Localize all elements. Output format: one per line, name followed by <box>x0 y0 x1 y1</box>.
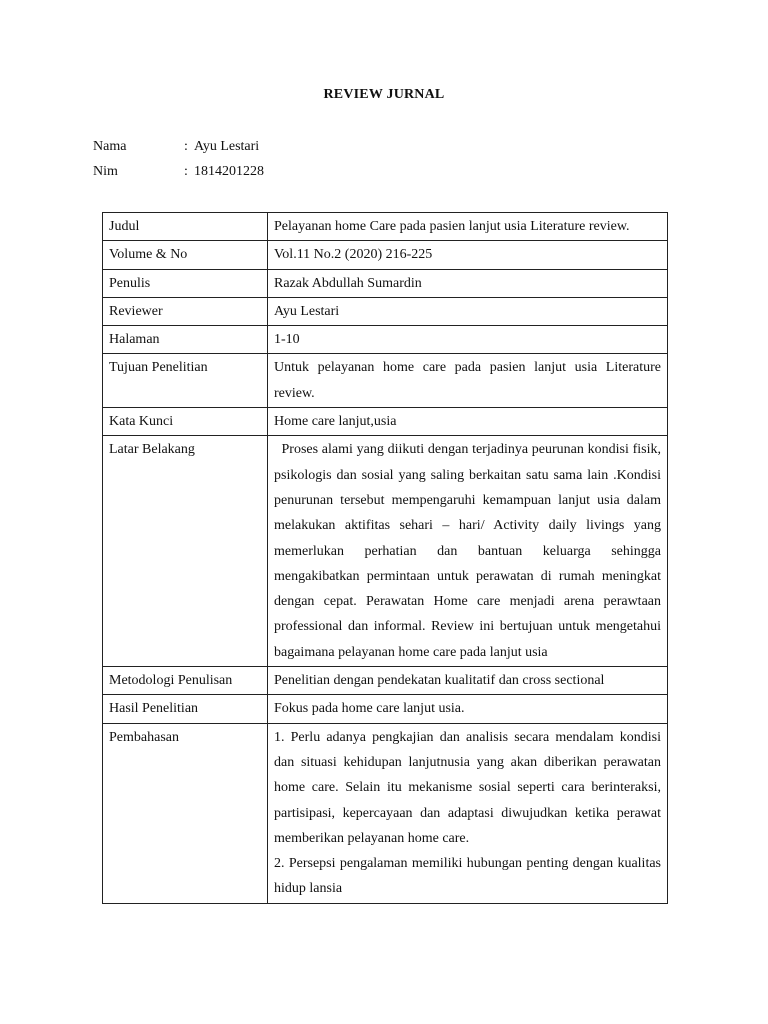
document-title: REVIEW JURNAL <box>323 87 445 102</box>
table-row-metodologi <box>103 667 668 695</box>
row-label: Hasil Penelitian <box>103 695 268 723</box>
review-table <box>102 212 668 904</box>
row-value: Proses alami yang diikuti dengan terjadinya peurunan kondisi fisik, psikologis dan sosial yang saling berkaitan satu sama lain .Kondisi penurunan tersebut mempengaruhi kemampuan lanjut usia dalam melakukan aktifitas sehari – hari/ Activity daily livings yang memerlukan perhatian dan bantuan keluarga sehingga mengakibatkan permintaan untuk perawatan di rumah meningkat dengan cepat. Perawatan Home care menjadi arena perawtaan professional dan informal. Review ini bertujuan untuk mengetahui bagaimana pelayanan home care pada lanjut usia <box>268 436 668 667</box>
row-label: Latar Belakang <box>103 436 268 667</box>
info-label-nama: Nama <box>93 139 127 154</box>
row-value: Razak Abdullah Sumardin <box>268 269 668 297</box>
table-row-kata-kunci <box>103 408 668 436</box>
table-row-hasil <box>103 695 668 723</box>
table-row-penulis <box>103 269 668 297</box>
row-value: Vol.11 No.2 (2020) 216-225 <box>268 241 668 269</box>
row-value: Pelayanan home Care pada pasien lanjut usia Literature review. <box>268 213 668 241</box>
row-value: Home care lanjut,usia <box>268 408 668 436</box>
row-label: Volume & No <box>103 241 268 269</box>
row-label: Pembahasan <box>103 723 268 903</box>
table-row-volume <box>103 241 668 269</box>
row-label: Judul <box>103 213 268 241</box>
row-value: Penelitian dengan pendekatan kualitatif dan cross sectional <box>268 667 668 695</box>
row-label: Halaman <box>103 326 268 354</box>
table-row-pembahasan <box>103 723 668 903</box>
row-value <box>268 723 668 903</box>
discussion-point: 1. Perlu adanya pengkajian dan analisis secara mendalam kondisi dan situasi kehidupan lanjutnusia yang akan diberikan perawatan home care. Selain itu mekanisme sosial seperti cara berinteraksi, partisipasi, kepercayaan dan adaptasi diwujudkan ketika perawat memberikan pelayanan home care. <box>274 729 661 846</box>
row-label: Metodologi Penulisan <box>103 667 268 695</box>
info-separator: : <box>184 164 188 179</box>
row-value: Untuk pelayanan home care pada pasien lanjut usia Literature review. <box>268 354 668 408</box>
row-value: Fokus pada home care lanjut usia. <box>268 695 668 723</box>
info-row-nim <box>93 162 264 182</box>
info-separator: : <box>184 139 188 154</box>
info-row-nama <box>93 137 259 157</box>
row-label: Reviewer <box>103 297 268 325</box>
table-row-reviewer <box>103 297 668 325</box>
info-value-nama: Ayu Lestari <box>194 139 260 154</box>
row-value: Ayu Lestari <box>268 297 668 325</box>
table-row-latar-belakang <box>103 436 668 667</box>
table-row-halaman <box>103 326 668 354</box>
table-row-tujuan <box>103 354 668 408</box>
table-row-judul <box>103 213 668 241</box>
row-label: Kata Kunci <box>103 408 268 436</box>
row-label: Tujuan Penelitian <box>103 354 268 408</box>
info-value-nim: 1814201228 <box>194 164 264 179</box>
row-label: Penulis <box>103 269 268 297</box>
row-value: 1-10 <box>268 326 668 354</box>
discussion-point: 2. Persepsi pengalaman memiliki hubungan penting dengan kualitas hidup lansia <box>274 856 661 897</box>
info-label-nim: Nim <box>93 164 118 179</box>
